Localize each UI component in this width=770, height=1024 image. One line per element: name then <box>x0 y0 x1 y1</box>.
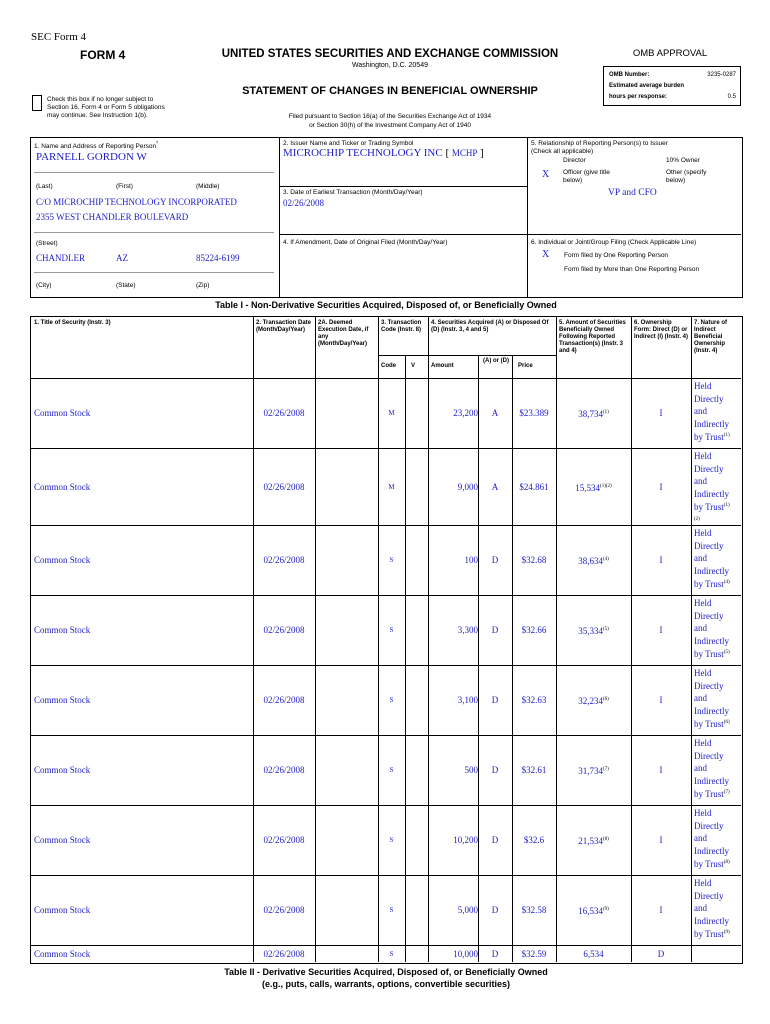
address-line-2: 2355 WEST CHANDLER BOULEVARD <box>36 212 189 222</box>
security-title: Common Stock <box>34 695 91 705</box>
amount-owned: 38,634$^{(4)}$ <box>578 556 609 566</box>
amount-owned: 31,734$^{(7)}$ <box>578 766 609 776</box>
amount: 23,200 <box>453 408 478 418</box>
amount: 3,100 <box>457 695 478 705</box>
price: $32.63 <box>521 695 547 705</box>
price-subheader: Price <box>518 363 533 369</box>
security-title: Common Stock <box>34 408 91 418</box>
price: $32.68 <box>521 555 547 565</box>
box5-sub: (Check all applicable) <box>531 148 594 155</box>
price: $24.861 <box>519 481 549 492</box>
v-subheader: V <box>411 363 416 369</box>
box2-label: 2. Issuer Name and Ticker or Trading Symbol <box>283 140 414 147</box>
middle-label: (Middle) <box>196 183 220 190</box>
issuer-name: MICROCHIP TECHNOLOGY INC [ MCHP ] <box>283 147 484 159</box>
zip-value: 85224-6199 <box>196 253 240 263</box>
one-person-check-mark: X <box>542 249 550 260</box>
nature-of-ownership: Held Directly and Indirectly by Trust$^{(1)}$ (2) <box>694 451 730 522</box>
ten-pct-owner-label: 10% Owner <box>666 157 700 164</box>
acquired-disposed: D <box>491 765 499 775</box>
table-rule <box>378 355 556 356</box>
transaction-code: S <box>389 766 394 774</box>
ownership-form: I <box>659 481 663 492</box>
code-subheader: Code <box>381 363 396 369</box>
first-label: (First) <box>116 183 133 190</box>
col-title-header: 1. Title of Security (Instr. 3) <box>34 320 111 326</box>
price: $32.61 <box>521 765 547 775</box>
city-value: CHANDLER <box>36 253 85 263</box>
amount-owned: 32,234$^{(6)}$ <box>578 696 609 706</box>
form-title: FORM 4 <box>80 48 126 62</box>
ownership-form: I <box>659 835 663 845</box>
acquired-disposed: D <box>491 695 499 705</box>
omb-approval-title: OMB APPROVAL <box>632 48 708 59</box>
amount-owned: 35,334$^{(5)}$ <box>578 626 609 636</box>
security-title: Common Stock <box>34 625 91 635</box>
table1-title: Table I - Non-Derivative Securities Acquired, Disposed of, or Beneficially Owned <box>215 300 557 310</box>
amount: 10,200 <box>453 835 478 845</box>
burden-label: Estimated average burden <box>609 83 685 89</box>
security-title: Common Stock <box>34 555 91 565</box>
amount-owned: 21,534$^{(8)}$ <box>578 836 609 846</box>
transaction-code: S <box>389 836 394 844</box>
price: $32.66 <box>521 625 547 635</box>
acquired-disposed: D <box>491 905 499 915</box>
state-value: AZ <box>116 253 128 263</box>
col-deemed-date-header: 2A. Deemed Execution Date, if any (Month/Day/Year) <box>318 320 369 347</box>
ownership-form: I <box>659 408 663 418</box>
box5-label: 5. Relationship of Reporting Person(s) to Issuer <box>531 140 668 147</box>
city-label: (City) <box>36 282 52 289</box>
transaction-date: 02/26/2008 <box>263 481 305 492</box>
acquired-disposed: A <box>491 481 499 492</box>
nature-of-ownership: Held Directly and Indirectly by Trust$^{(1)}$ <box>694 381 730 442</box>
nature-of-ownership: Held Directly and Indirectly by Trust$^{(5)}$ <box>694 598 730 659</box>
col-form-header: 6. Ownership Form: Direct (D) or Indirect (I) (Instr. 4) <box>634 320 689 340</box>
amount: 10,000 <box>453 948 478 959</box>
filed-pursuant <box>200 112 580 130</box>
other-label: Other (specify below) <box>666 169 707 184</box>
col-securities-header: 4. Securities Acquired (A) or Disposed Of (D) (Instr. 3, 4 and 5) <box>431 320 549 333</box>
security-title: Common Stock <box>34 948 91 959</box>
acquired-disposed: A <box>491 408 499 418</box>
commission-title: UNITED STATES SECURITIES AND EXCHANGE COMMISSION <box>221 48 559 60</box>
col-date-header: 2. Transaction Date (Month/Day/Year) <box>256 320 312 333</box>
checkbox-instruction: Check this box if no longer subject to Section 16. Form 4 or Form 5 obligations may continue. See Instruction 1(b). <box>47 96 165 119</box>
transaction-date: 02/26/2008 <box>263 948 305 959</box>
amount: 5,000 <box>457 905 478 915</box>
zip-label: (Zip) <box>196 282 210 289</box>
sec-form-label: SEC Form 4 <box>31 31 87 43</box>
col-nature-header: 7. Nature of Indirect Beneficial Ownership (Instr. 4) <box>694 320 728 354</box>
hours-label: hours per response: <box>609 94 668 100</box>
transaction-code: S <box>389 906 394 914</box>
ownership-form: I <box>659 625 663 635</box>
amount: 9,000 <box>457 481 478 492</box>
transaction-code: S <box>389 696 394 704</box>
nature-of-ownership: Held Directly and Indirectly by Trust$^{(9)}$ <box>694 878 730 939</box>
box3-label: 3. Date of Earliest Transaction (Month/Day/Year) <box>283 189 423 196</box>
omb-number: 3235-0287 <box>707 72 736 78</box>
transaction-code: S <box>389 556 394 564</box>
table2-title <box>30 966 742 990</box>
officer-title: VP and CFO <box>608 188 657 198</box>
director-label: Director <box>563 157 586 164</box>
price: $32.58 <box>521 905 547 915</box>
no-longer-subject-checkbox[interactable] <box>32 95 42 111</box>
ticker-symbol: MCHP <box>451 148 478 158</box>
transaction-date: 02/26/2008 <box>263 555 305 565</box>
officer-check-mark: X <box>542 169 550 180</box>
hours-value: 0.5 <box>727 94 736 100</box>
nature-of-ownership: Held Directly and Indirectly by Trust$^{(8)}$ <box>694 808 730 869</box>
state-label: (State) <box>116 282 136 289</box>
col-code-header: 3. Transaction Code (Instr. 8) <box>381 320 422 333</box>
transaction-code: M <box>388 409 395 417</box>
table2-title-line2: (e.g., puts, calls, warrants, options, convertible securities) <box>261 979 511 989</box>
aord-subheader: (A) or (D) <box>483 358 509 364</box>
acquired-disposed: D <box>491 555 499 565</box>
amount: 100 <box>464 555 478 565</box>
security-title: Common Stock <box>34 905 91 915</box>
ownership-form: I <box>659 555 663 565</box>
address-line-1: C/O MICROCHIP TECHNOLOGY INCORPORATED <box>36 197 237 207</box>
box4-label: 4. If Amendment, Date of Original Filed (Month/Day/Year) <box>283 239 448 246</box>
price: $32.6 <box>523 835 545 845</box>
acquired-disposed: D <box>491 948 499 959</box>
ownership-form: I <box>659 765 663 775</box>
transaction-date: 02/26/2008 <box>263 905 305 915</box>
acquired-disposed: D <box>491 625 499 635</box>
one-person-option: Form filed by One Reporting Person <box>564 252 669 259</box>
transaction-date: 02/26/2008 <box>263 835 305 845</box>
last-label: (Last) <box>36 183 53 190</box>
amount: 3,300 <box>457 625 478 635</box>
reporting-person-name: PARNELL GORDON W <box>36 151 147 163</box>
box6-label: 6. Individual or Joint/Group Filing (Check Applicable Line) <box>531 239 697 246</box>
transaction-date: 02/26/2008 <box>263 625 305 635</box>
officer-label: Officer (give title below) <box>563 169 610 184</box>
filed-line-1: Filed pursuant to Section 16(a) of the Securities Exchange Act of 1934 <box>288 113 492 120</box>
ownership-form: I <box>659 905 663 915</box>
amount-owned: 16,534$^{(9)}$ <box>578 906 609 916</box>
amount-owned: 38,734$^{(1)}$ <box>578 409 609 419</box>
street-label: (Street) <box>36 240 58 247</box>
table2-title-line1: Table II - Derivative Securities Acquired, Disposed of, or Beneficially Owned <box>224 967 548 977</box>
transaction-code: M <box>388 482 395 491</box>
nature-of-ownership: Held Directly and Indirectly by Trust$^{(4)}$ <box>694 528 730 589</box>
security-title: Common Stock <box>34 481 91 492</box>
amount: 500 <box>464 765 478 775</box>
price: $23.389 <box>519 408 549 418</box>
amount-subheader: Amount <box>431 363 454 369</box>
box1-label: 1. Name and Address of Reporting Person* <box>34 141 159 151</box>
statement-title: STATEMENT OF CHANGES IN BENEFICIAL OWNERSHIP <box>242 85 538 97</box>
filed-line-2: or Section 30(h) of the Investment Company Act of 1940 <box>309 122 471 129</box>
security-title: Common Stock <box>34 765 91 775</box>
nature-of-ownership: Held Directly and Indirectly by Trust$^{(6)}$ <box>694 668 730 729</box>
nature-of-ownership: Held Directly and Indirectly by Trust$^{(7)}$ <box>694 738 730 799</box>
amount-owned: $15,534^{(1)(2)}$ <box>575 482 612 493</box>
transaction-code: S <box>389 626 394 634</box>
price: $32.59 <box>521 948 547 959</box>
more-persons-option: Form filed by More than One Reporting Person <box>564 266 700 273</box>
ownership-form: I <box>659 695 663 705</box>
transaction-date: 02/26/2008 <box>263 695 305 705</box>
security-title: Common Stock <box>34 835 91 845</box>
col-owned-header: 5. Amount of Securities Beneficially Owned Following Reported Transaction(s) (Instr. 3 and 4) <box>559 320 626 354</box>
transaction-date: 02/26/2008 <box>263 765 305 775</box>
transaction-date: 02/26/2008 <box>263 408 305 418</box>
commission-location: Washington, D.C. 20549 <box>351 62 428 69</box>
transaction-code: S <box>389 949 394 958</box>
omb-number-label: OMB Number: <box>609 72 650 78</box>
amount-owned: 6,534 <box>583 948 604 959</box>
acquired-disposed: D <box>491 835 499 845</box>
ownership-form: D <box>657 948 665 959</box>
omb-box <box>603 66 741 106</box>
earliest-transaction-date: 02/26/2008 <box>283 198 325 208</box>
